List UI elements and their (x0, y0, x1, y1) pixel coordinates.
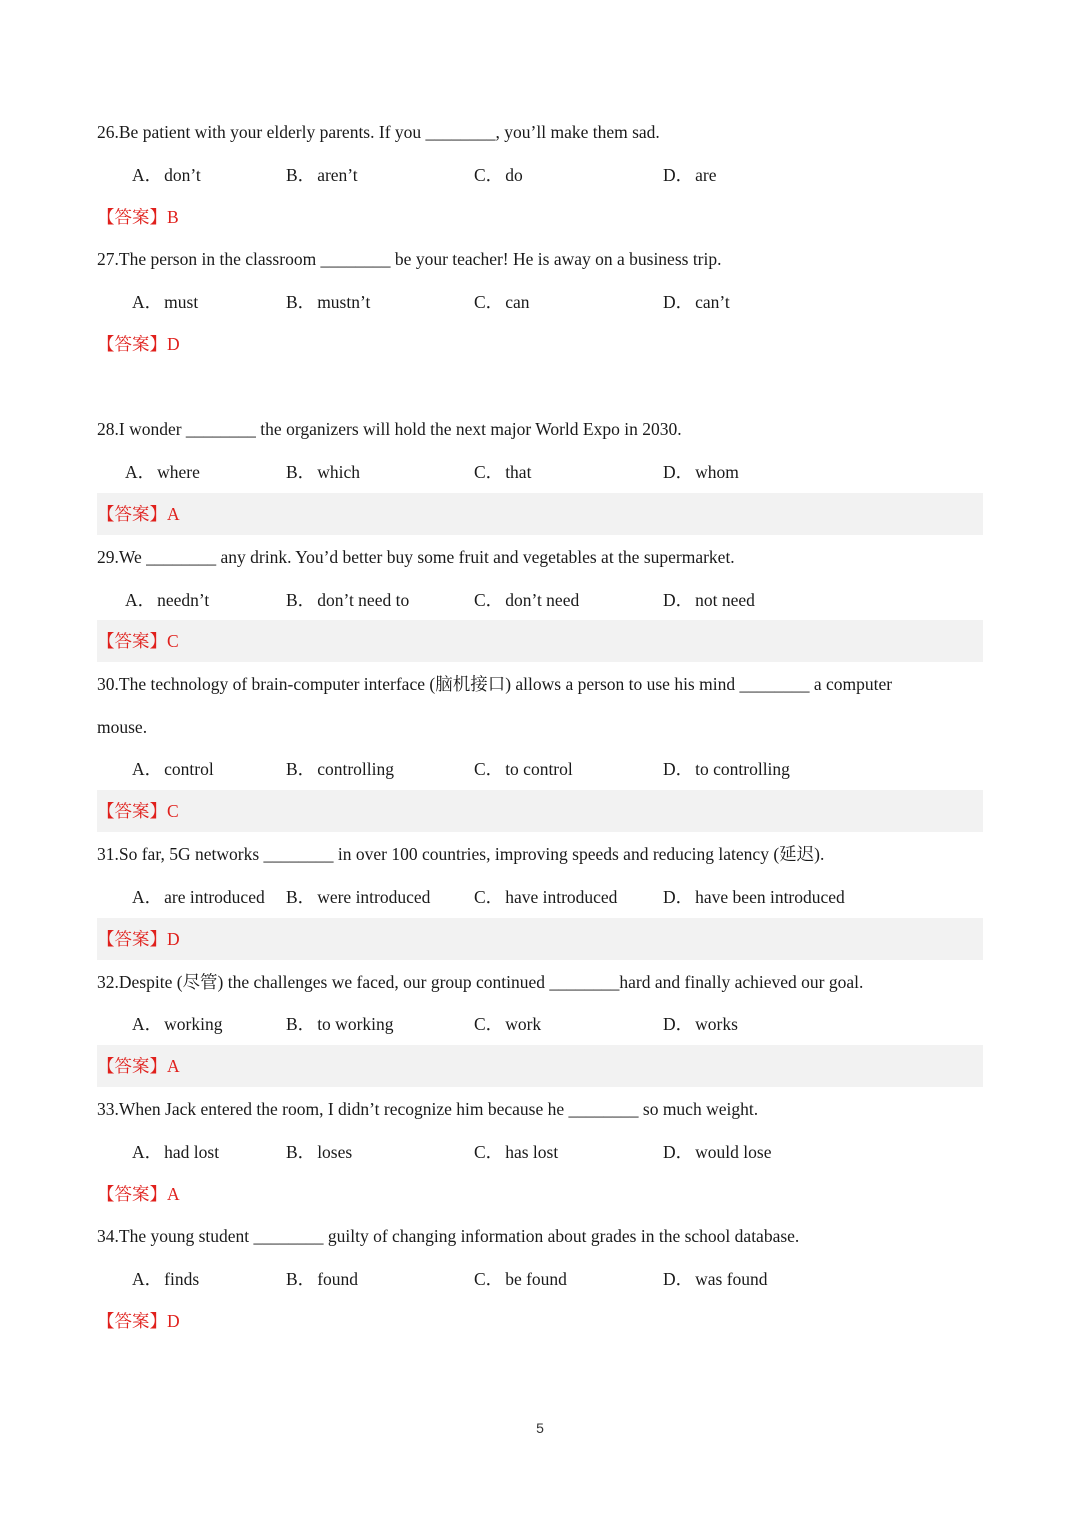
answer-27: 【答案】D (97, 334, 180, 355)
answer-31: 【答案】D (97, 929, 180, 950)
question-30-stem-continued: mouse. (97, 717, 148, 737)
question-28-stem: 28.I wonder ________ the organizers will hold the next major World Expo in 2030. (97, 419, 682, 439)
option-d: D． are (663, 165, 717, 185)
option-d: D． was found (663, 1269, 768, 1289)
answer-row-26 (97, 196, 983, 238)
option-c: C． can (474, 292, 530, 312)
answer-row-32 (97, 1045, 983, 1087)
question-34-options (97, 1267, 983, 1291)
question-28-options (97, 460, 983, 484)
option-d: D． not need (663, 590, 755, 610)
option-a: A． finds (132, 1269, 200, 1289)
question-33-stem: 33.When Jack entered the room, I didn’t recognize him because he ________ so much weight. (97, 1099, 759, 1119)
option-c: C． have introduced (474, 887, 618, 907)
option-c: C． to control (474, 759, 573, 779)
question-34-stem: 34.The young student ________ guilty of changing information about grades in the school database. (97, 1226, 800, 1246)
option-d: D． to controlling (663, 759, 790, 779)
option-c: C． work (474, 1014, 542, 1034)
option-b: B． don’t need to (286, 590, 410, 610)
answer-29: 【答案】C (97, 631, 179, 652)
answer-row-29 (97, 620, 983, 662)
option-a: A． where (125, 462, 200, 482)
page-number: 5 (536, 1420, 544, 1436)
option-a: A． working (132, 1014, 223, 1034)
question-32-stem: 32.Despite (尽管) the challenges we faced, our group continued ________hard and finally achieved our goal. (97, 972, 864, 992)
answer-32: 【答案】A (97, 1056, 180, 1077)
question-26-options (97, 163, 983, 187)
option-b: B． which (286, 462, 360, 482)
answer-30: 【答案】C (97, 801, 179, 822)
option-a: A． had lost (132, 1142, 220, 1162)
answer-row-30 (97, 790, 983, 832)
option-c: C． has lost (474, 1142, 559, 1162)
option-a: A． must (132, 292, 199, 312)
question-26-stem: 26.Be patient with your elderly parents. If you ________, you’ll make them sad. (97, 122, 660, 142)
option-d: D． works (663, 1014, 738, 1034)
option-c: C． be found (474, 1269, 567, 1289)
question-31-stem: 31.So far, 5G networks ________ in over 100 countries, improving speeds and reducing latency (延迟). (97, 844, 825, 864)
question-30-options (97, 757, 983, 781)
answer-row-28 (97, 493, 983, 535)
answer-row-31 (97, 918, 983, 960)
question-30-stem: 30.The technology of brain-computer interface (脑机接口) allows a person to use his mind ________ a computer (97, 674, 893, 694)
question-27-options (97, 290, 983, 314)
option-c: C． do (474, 165, 523, 185)
option-a: A． don’t (132, 165, 201, 185)
option-b: B． mustn’t (286, 292, 371, 312)
answer-34: 【答案】D (97, 1311, 180, 1332)
answer-28: 【答案】A (97, 504, 180, 525)
question-33-options (97, 1140, 983, 1164)
option-a: A． are introduced (132, 887, 265, 907)
option-a: A． needn’t (125, 590, 210, 610)
option-b: B． loses (286, 1142, 353, 1162)
option-b: B． were introduced (286, 887, 431, 907)
option-c: C． don’t need (474, 590, 580, 610)
answer-row-33 (97, 1173, 983, 1215)
question-31-options (97, 885, 983, 909)
answer-33: 【答案】A (97, 1184, 180, 1205)
answer-26: 【答案】B (97, 207, 179, 228)
option-d: D． whom (663, 462, 739, 482)
answer-row-27 (97, 323, 983, 365)
option-b: B． controlling (286, 759, 394, 779)
option-d: D． would lose (663, 1142, 772, 1162)
option-b: B． to working (286, 1014, 394, 1034)
option-d: D． can’t (663, 292, 730, 312)
option-d: D． have been introduced (663, 887, 845, 907)
question-29-stem: 29.We ________ any drink. You’d better buy some fruit and vegetables at the supermarket. (97, 547, 735, 567)
option-a: A． control (132, 759, 214, 779)
question-27-stem: 27.The person in the classroom ________ be your teacher! He is away on a business trip. (97, 249, 722, 269)
question-32-options (97, 1012, 983, 1036)
option-b: B． found (286, 1269, 359, 1289)
option-c: C． that (474, 462, 532, 482)
question-29-options (97, 588, 983, 612)
answer-row-34 (97, 1300, 983, 1342)
option-b: B． aren’t (286, 165, 358, 185)
